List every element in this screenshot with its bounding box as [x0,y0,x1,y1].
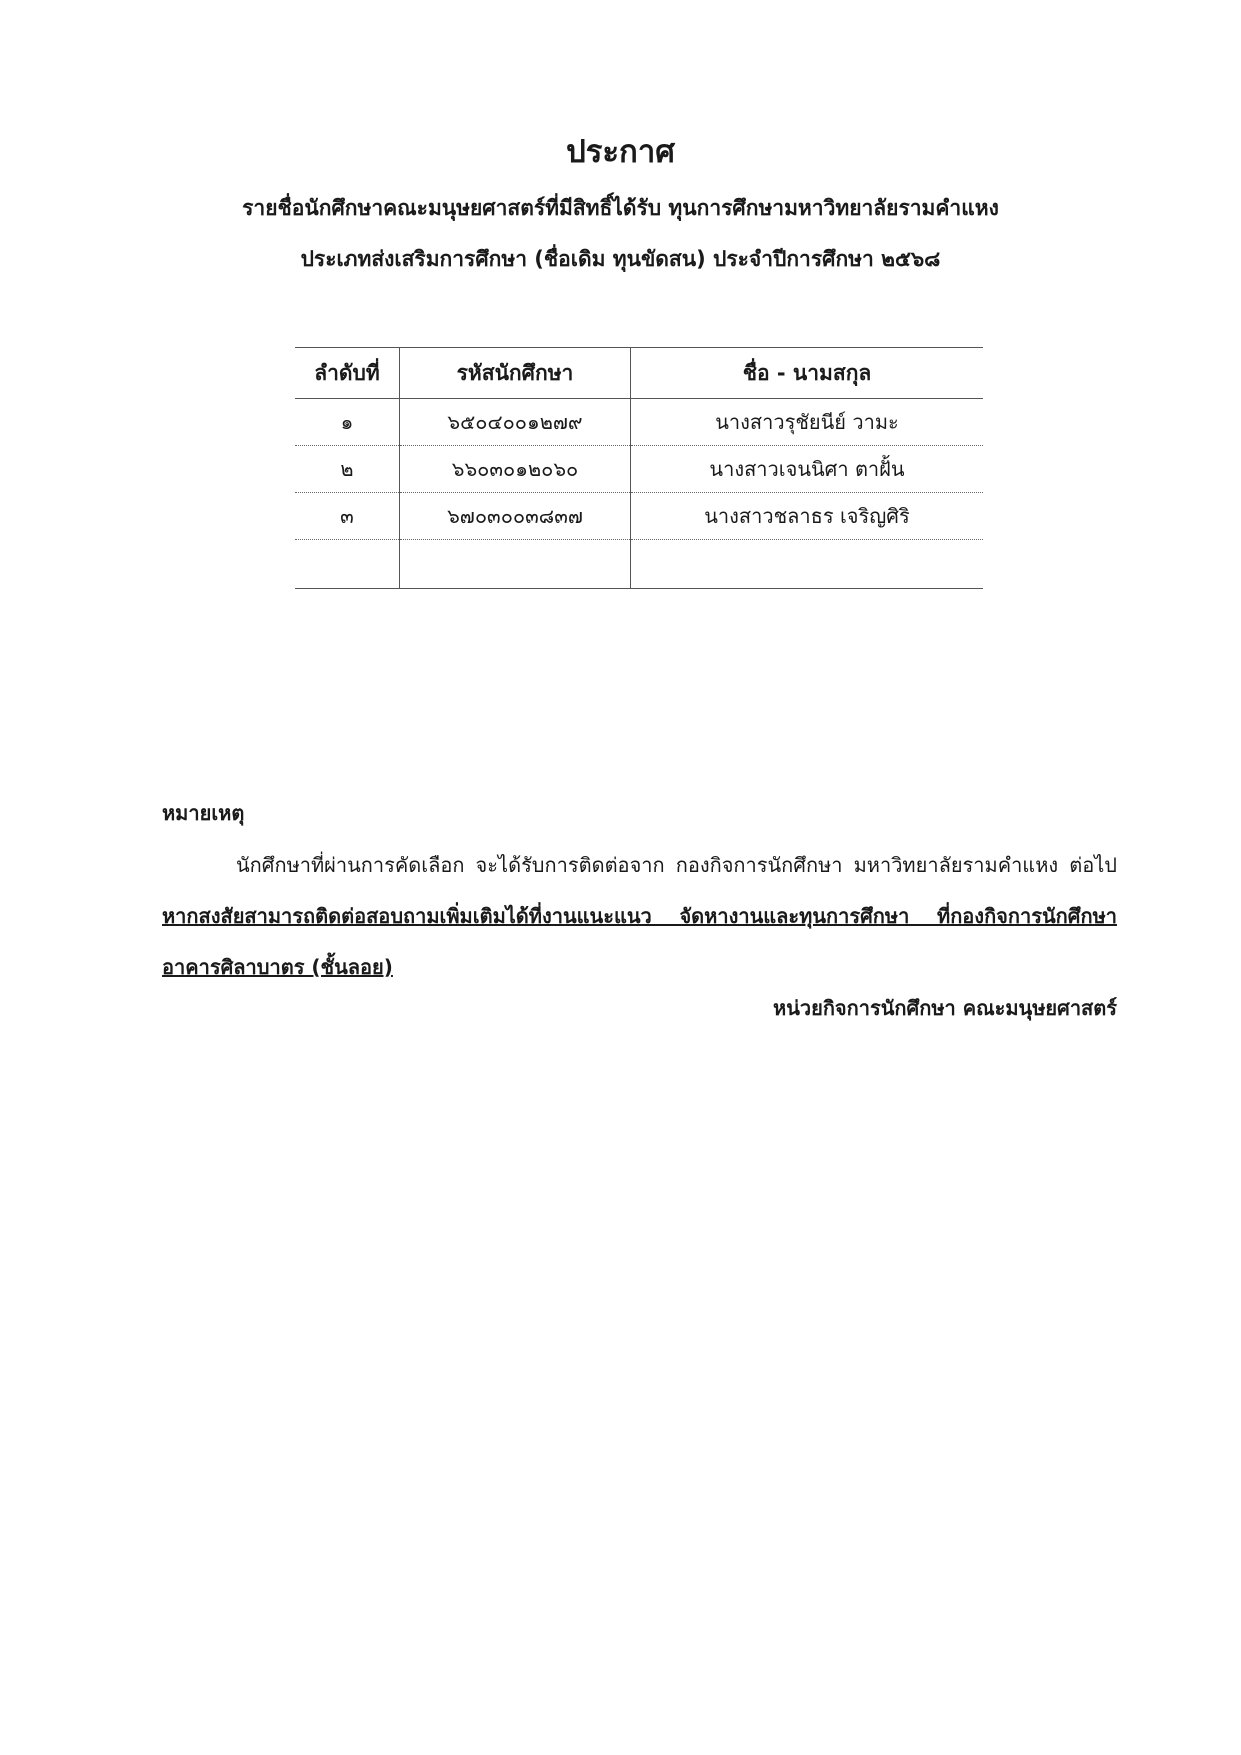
note-text: นักศึกษาที่ผ่านการคัดเลือก จะได้รับการติดต่อจาก กองกิจการนักศึกษา มหาวิทยาลัยรามคำแหง ต่อไป [236,853,1117,877]
header-student-id: รหัสนักศึกษา [400,348,631,399]
full-name-cell: นางสาวเจนนิศา ตาฝั้น [631,446,984,493]
note-body [162,840,1117,993]
note-contact-emphasis: หากสงสัยสามารถติดต่อสอบถามเพิ่มเติมได้ที่งานแนะแนว จัดหางานและทุนการศึกษา ที่กองกิจการนักศึกษา อาคารศิลาบาตร (ชั้นลอย) [162,904,1117,979]
subtitle-line-2: ประเภทส่งเสริมการศึกษา (ชื่อเดิม ทุนขัดสน) ประจำปีการศึกษา ๒๕๖๘ [300,247,941,271]
table-row [295,446,983,493]
page-title: ประกาศ [566,134,675,170]
student-id-cell [400,540,631,589]
header-full-name: ชื่อ - นามสกุล [631,348,984,399]
order-cell [295,540,400,589]
full-name-cell: นางสาวชลาธร เจริญศิริ [631,493,984,540]
note-label: หมายเหตุ [162,801,245,825]
recipients-table [295,347,983,589]
table-row [295,399,983,446]
table-row [295,493,983,540]
student-id-cell: ๖๕๐๔๐๐๑๒๗๙ [400,399,631,446]
full-name-cell [631,540,984,589]
student-id-cell: ๖๖๐๓๐๑๒๐๖๐ [400,446,631,493]
order-cell: ๓ [295,493,400,540]
student-id-cell: ๖๗๐๓๐๐๓๘๓๗ [400,493,631,540]
full-name-cell: นางสาวรุชัยนีย์ วามะ [631,399,984,446]
signature-unit: หน่วยกิจการนักศึกษา คณะมนุษยศาสตร์ [773,996,1117,1020]
header-order: ลำดับที่ [295,348,400,399]
subtitle-line-1: รายชื่อนักศึกษาคณะมนุษยศาสตร์ที่มีสิทธิ์ได้รับ ทุนการศึกษามหาวิทยาลัยรามคำแหง [242,196,999,220]
order-cell: ๒ [295,446,400,493]
table-header-row [295,348,983,399]
order-cell: ๑ [295,399,400,446]
table-row-empty [295,540,983,589]
